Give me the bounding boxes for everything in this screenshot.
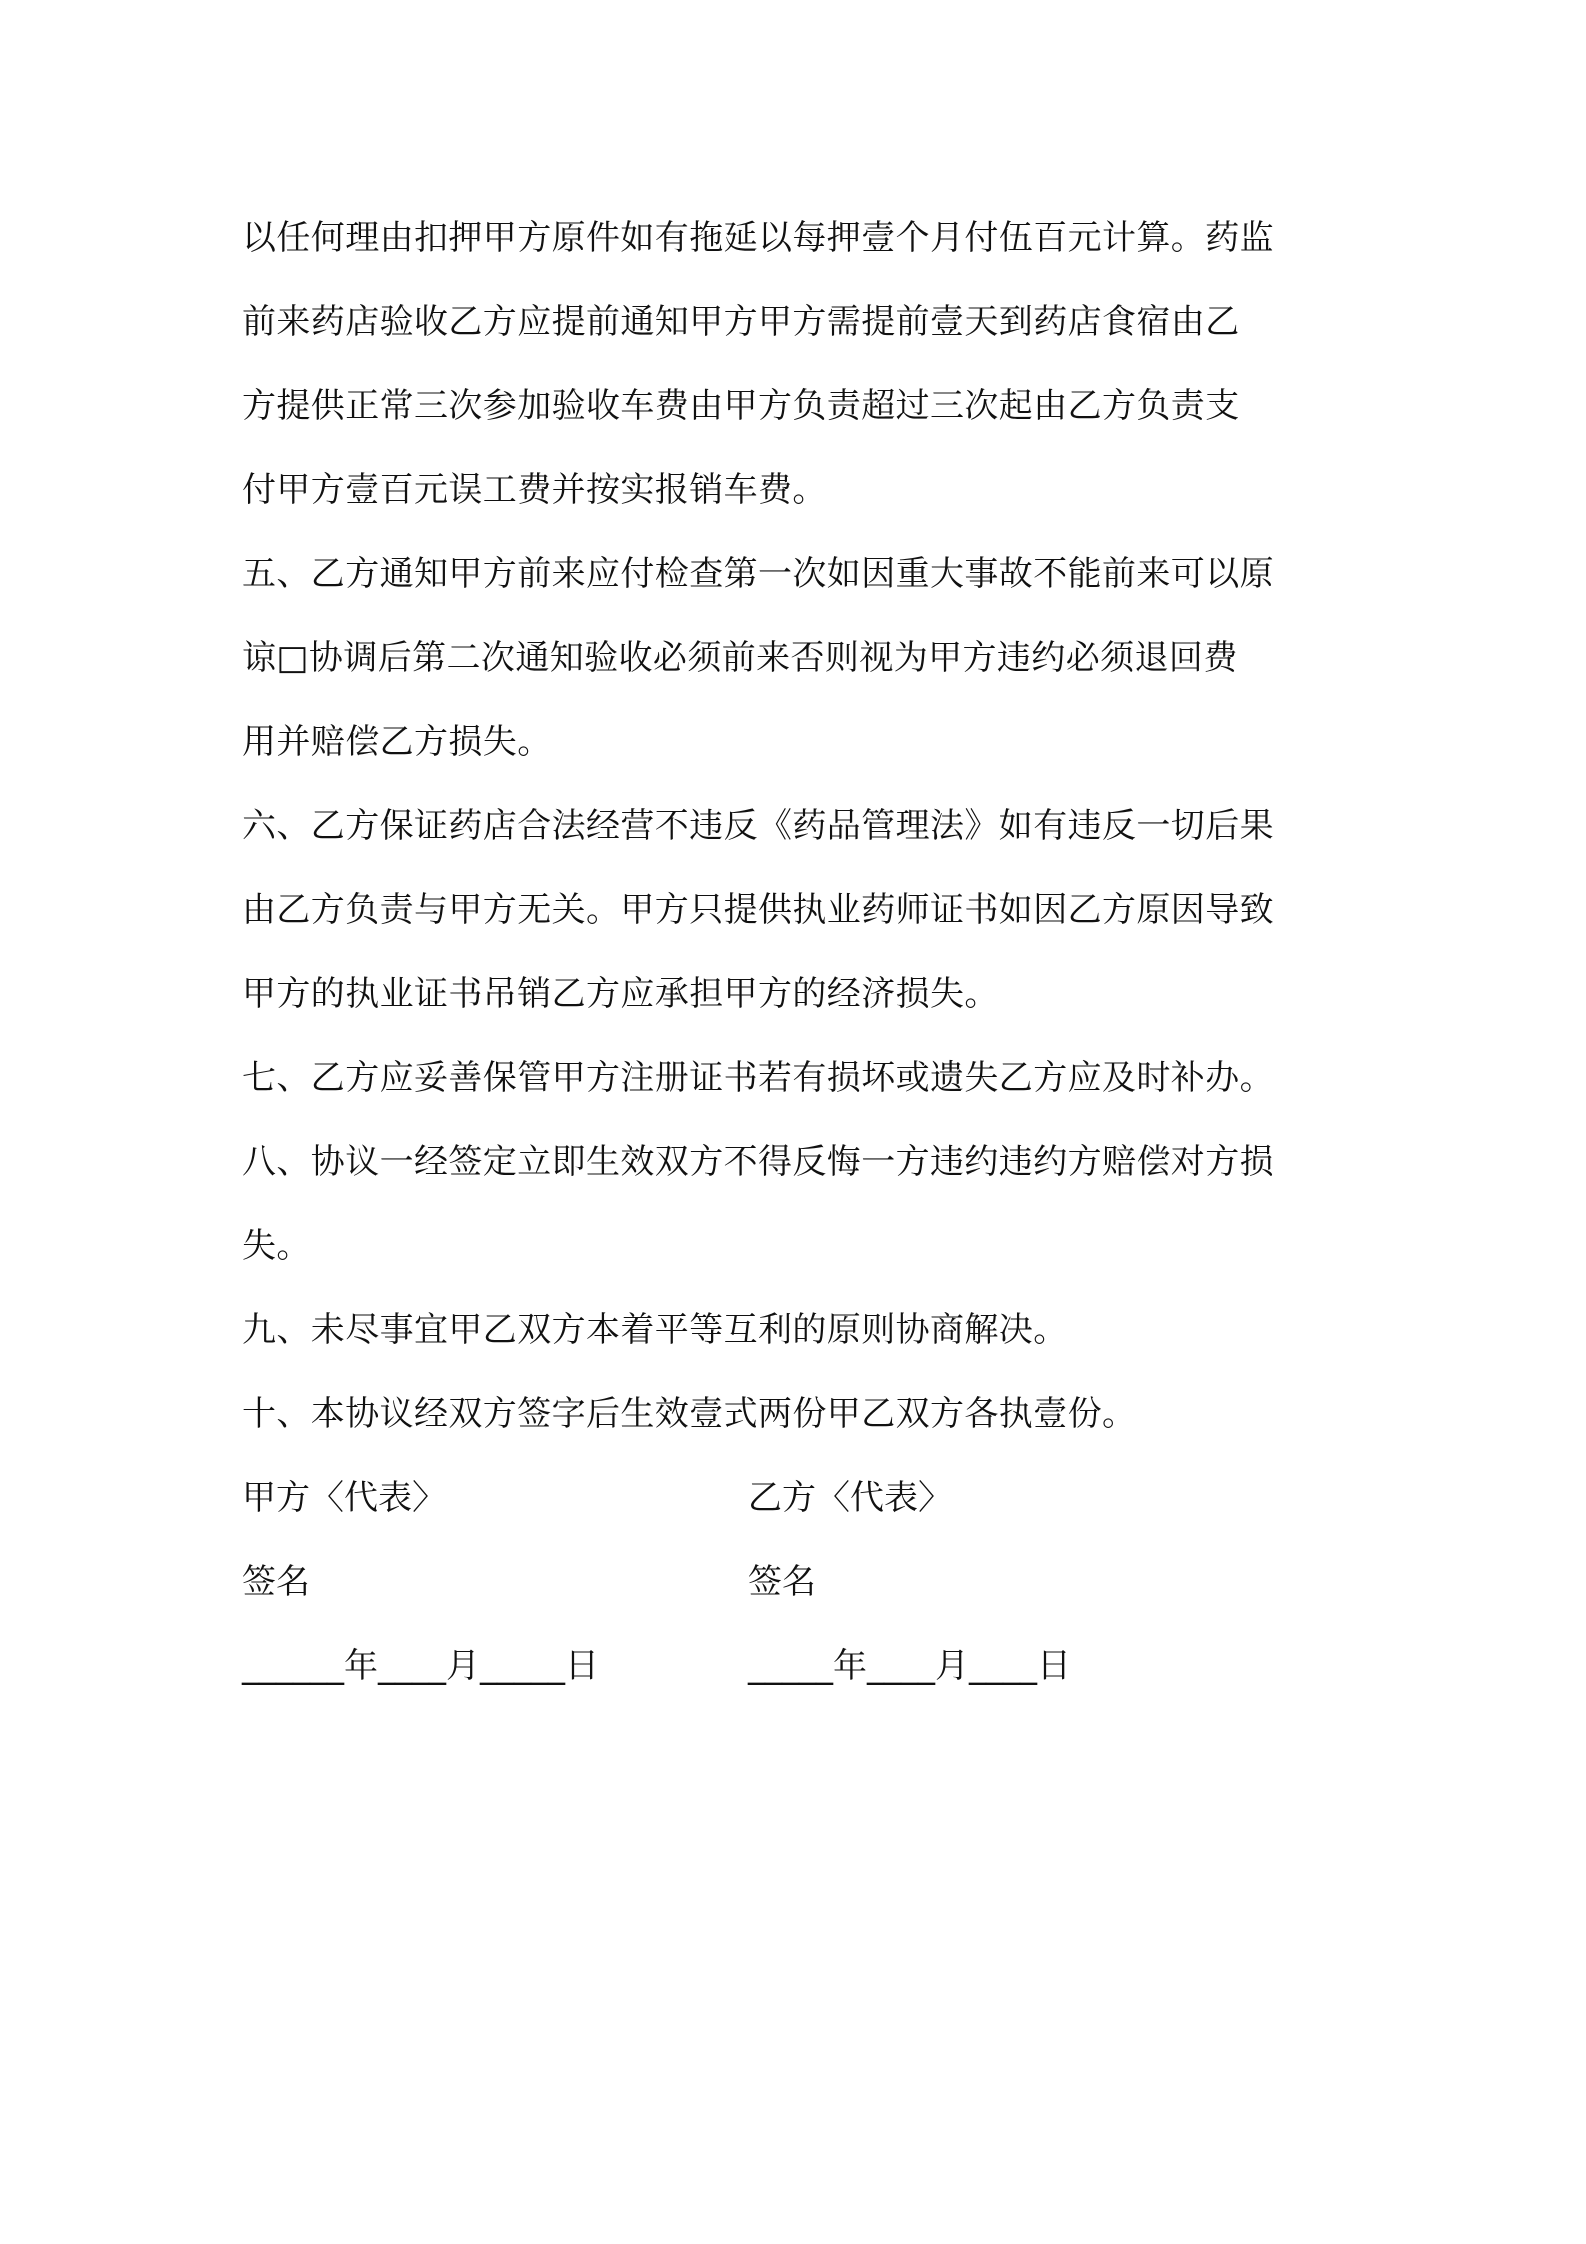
paragraph-line: 前来药店验收乙方应提前通知甲方甲方需提前壹天到药店食宿由乙 [242,302,1240,342]
paragraph-line: 以任何理由扣押甲方原件如有拖延以每押壹个月付伍百元计算。药监 [242,218,1274,258]
clause-6-line: 六、乙方保证药店合法经营不违反《药品管理法》如有违反一切后果 [242,806,1274,846]
signature-party-row [242,1456,1362,1540]
party-b-date-field: _____年____月____日 [748,1646,1071,1686]
clause-10-line: 十、本协议经双方签字后生效壹式两份甲乙双方各执壹份。 [242,1394,1137,1434]
paragraph-line: 付甲方壹百元误工费并按实报销车费。 [242,470,827,510]
party-b-sign-label: 签名 [748,1562,816,1602]
clause-5-line: 五、乙方通知甲方前来应付检查第一次如因重大事故不能前来可以原 [242,554,1274,594]
clause-5-line: 谅□协调后第二次通知验收必须前来否则视为甲方违约必须退回费 [242,638,1238,678]
party-a-date-field: ______年____月_____日 [242,1646,599,1686]
clause-6-line: 甲方的执业证书吊销乙方应承担甲方的经济损失。 [242,974,999,1014]
clause-8-line: 失。 [242,1226,311,1266]
clause-5-line: 用并赔偿乙方损失。 [242,722,552,762]
clause-7-line: 七、乙方应妥善保管甲方注册证书若有损坏或遗失乙方应及时补办。 [242,1058,1274,1098]
signature-date-row [242,1624,1362,1708]
clause-9-line: 九、未尽事宜甲乙双方本着平等互利的原则协商解决。 [242,1310,1068,1350]
clause-6-line: 由乙方负责与甲方无关。甲方只提供执业药师证书如因乙方原因导致 [242,890,1274,930]
paragraph-line: 方提供正常三次参加验收车费由甲方负责超过三次起由乙方负责支 [242,386,1240,426]
clause-8-line: 八、协议一经签定立即生效双方不得反悔一方违约违约方赔偿对方损 [242,1142,1274,1182]
document-body [242,196,1362,1708]
party-b-label: 乙方〈代表〉 [748,1478,952,1518]
signature-sign-row [242,1540,1362,1624]
party-a-sign-label: 签名 [242,1562,310,1602]
party-a-label: 甲方〈代表〉 [242,1478,446,1518]
